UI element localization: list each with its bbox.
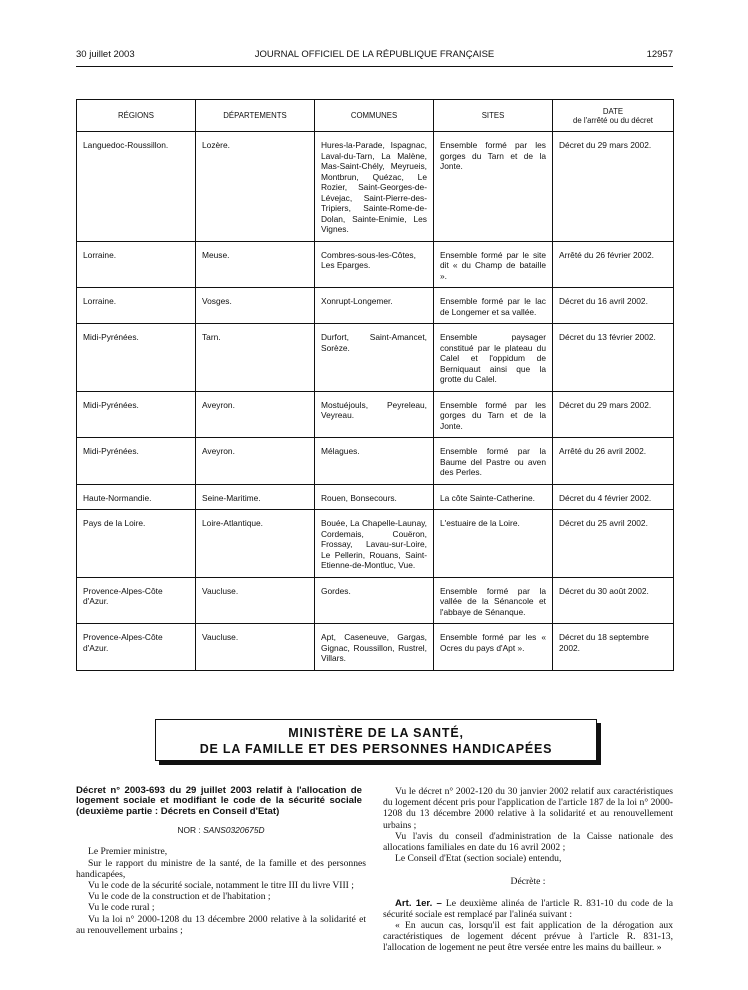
cell-site: Ensemble formé par la vallée de la Sénancole et l'abbaye de Sénanque.: [434, 577, 553, 624]
table-row: [77, 438, 674, 485]
article-1-label: Art. 1er. –: [395, 897, 442, 909]
paragraph: Vu la loi n° 2000-1208 du 13 décembre 2000 relative à la solidarité et au renouvellement urbains ;: [76, 913, 366, 936]
cell-region: Haute-Normandie.: [77, 484, 196, 510]
decree-title: Décret n° 2003-693 du 29 juillet 2003 relatif à l'allocation de logement sociale et modifiant le code de la sécurité sociale (deuxième partie : Décrets en Conseil d'Etat): [76, 785, 362, 817]
table-row: [77, 577, 674, 624]
cell-communes: Mélagues.: [315, 438, 434, 485]
cell-departement: Tarn.: [196, 324, 315, 392]
cell-site: La côte Sainte-Catherine.: [434, 484, 553, 510]
cell-departement: Vosges.: [196, 288, 315, 324]
cell-communes: Combres-sous-les-Côtes, Les Eparges.: [315, 241, 434, 288]
cell-site: Ensemble formé par les gorges du Tarn et de la Jonte.: [434, 132, 553, 242]
col-header-communes: COMMUNES: [315, 100, 434, 132]
article-1: [383, 898, 673, 920]
col-header-sites: SITES: [434, 100, 553, 132]
cell-date: Décret du 13 février 2002.: [553, 324, 674, 392]
cell-departement: Vaucluse.: [196, 624, 315, 671]
table-row: [77, 132, 674, 242]
nor-code: SANS0320675D: [203, 825, 265, 836]
decree-right-column: [383, 786, 673, 954]
header-journal-title: JOURNAL OFFICIEL DE LA RÉPUBLIQUE FRANÇAISE: [254, 49, 495, 60]
nor-label: NOR :: [177, 825, 201, 836]
cell-communes: Hures-la-Parade, Ispagnac, Laval-du-Tarn, La Malène, Mas-Saint-Chély, Meyrueis, Montbrun, Quézac, Le Rozier, Saint-Georges-de-Lévejac, Saint-Pierre-des-Tripiers, Sainte-Rome-de-Dolan, Sainte-Enimie, Les Vignes.: [315, 132, 434, 242]
table-header-row: [77, 100, 674, 132]
article-1-text: Le deuxième alinéa de l'article R. 831-10 du code de la sécurité sociale est remplacé par l'alinéa suivant :: [383, 897, 674, 920]
cell-region: Languedoc-Roussillon.: [77, 132, 196, 242]
paragraph: Vu le code de la construction et de l'habitation ;: [88, 891, 271, 903]
ministry-title-line2: DE LA FAMILLE ET DES PERSONNES HANDICAPÉES: [199, 742, 553, 756]
left-paragraphs: [76, 846, 366, 936]
cell-date: Décret du 16 avril 2002.: [553, 288, 674, 324]
cell-site: Ensemble formé par le lac de Longemer et sa vallée.: [434, 288, 553, 324]
ministry-banner: [155, 719, 597, 761]
col-header-departements: DÉPARTEMENTS: [196, 100, 315, 132]
cell-site: Ensemble formé par le site dit « du Champ de bataille ».: [434, 241, 553, 288]
right-paragraphs: [383, 786, 673, 864]
cell-site: Ensemble formé par les gorges du Tarn et de la Jonte.: [434, 391, 553, 438]
table-row: [77, 624, 674, 671]
article-1-quote: « En aucun cas, lorsqu'il est fait application de la dérogation aux caractéristiques de logement décent prévue à l'article R. 831-13, l'allocation de logement ne peut être versée entre les mains du bailleur. »: [383, 920, 673, 954]
cell-communes: Xonrupt-Longemer.: [315, 288, 434, 324]
cell-departement: Lozère.: [196, 132, 315, 242]
table-row: [77, 288, 674, 324]
cell-region: Midi-Pyrénées.: [77, 324, 196, 392]
cell-date: Décret du 29 mars 2002.: [553, 391, 674, 438]
header-rule: [76, 66, 673, 67]
cell-region: Lorraine.: [77, 288, 196, 324]
cell-site: Ensemble formé par les « Ocres du pays d'Apt ».: [434, 624, 553, 671]
col-header-date-line2: de l'arrêté ou du décret: [573, 115, 653, 125]
ministry-title-line1: MINISTÈRE DE LA SANTÉ,: [288, 726, 464, 740]
paragraph: Vu le code de la sécurité sociale, notamment le titre III du livre VIII ;: [88, 880, 354, 892]
cell-departement: Aveyron.: [196, 391, 315, 438]
cell-site: Ensemble paysager constitué par le plateau du Calel et l'oppidum de Berniquaut ainsi que la grotte du Calel.: [434, 324, 553, 392]
cell-region: Pays de la Loire.: [77, 510, 196, 578]
header-page-number: 12957: [646, 49, 673, 60]
cell-date: Arrêté du 26 avril 2002.: [553, 438, 674, 485]
table-row: [77, 510, 674, 578]
table-row: [77, 324, 674, 392]
cell-date: Décret du 30 août 2002.: [553, 577, 674, 624]
decree-left-column: [76, 786, 366, 936]
cell-communes: Durfort, Saint-Amancet, Sorèze.: [315, 324, 434, 392]
cell-communes: Gordes.: [315, 577, 434, 624]
cell-communes: Mostuéjouls, Peyreleau, Veyreau.: [315, 391, 434, 438]
cell-region: Provence-Alpes-Côte d'Azur.: [77, 577, 196, 624]
cell-communes: Rouen, Bonsecours.: [315, 484, 434, 510]
cell-departement: Aveyron.: [196, 438, 315, 485]
page-header: [76, 49, 673, 65]
cell-date: Décret du 29 mars 2002.: [553, 132, 674, 242]
table-row: [77, 484, 674, 510]
paragraph: Vu l'avis du conseil d'administration de la Caisse nationale des allocations familiales en date du 16 avril 2002 ;: [383, 830, 673, 854]
paragraph: Vu le décret n° 2002-120 du 30 janvier 2002 relatif aux caractéristiques du logement décent pris pour l'application de l'article 187 de la loi n° 2000-1208 du 13 décembre 2000 relative à la solidarité et au renouvellement urbains ;: [383, 786, 673, 831]
cell-communes: Apt, Caseneuve, Gargas, Gignac, Roussillon, Rustrel, Villars.: [315, 624, 434, 671]
cell-communes: Bouée, La Chapelle-Launay, Cordemais, Couëron, Frossay, Lavau-sur-Loire, Le Pellerin, Rouans, Saint-Etienne-de-Montluc, Vue.: [315, 510, 434, 578]
cell-departement: Loire-Atlantique.: [196, 510, 315, 578]
cell-region: Midi-Pyrénées.: [77, 438, 196, 485]
paragraph: Le Premier ministre,: [88, 846, 168, 858]
nor-reference: [76, 825, 366, 836]
col-header-date: [553, 100, 674, 132]
cell-site: Ensemble formé par la Baume del Pastre ou aven des Perles.: [434, 438, 553, 485]
header-date: 30 juillet 2003: [76, 49, 135, 60]
classified-sites-table: [76, 99, 674, 671]
cell-departement: Meuse.: [196, 241, 315, 288]
cell-date: Décret du 4 février 2002.: [553, 484, 674, 510]
cell-region: Lorraine.: [77, 241, 196, 288]
paragraph: Le Conseil d'Etat (section sociale) entendu,: [395, 853, 562, 865]
cell-departement: Vaucluse.: [196, 577, 315, 624]
cell-region: Midi-Pyrénées.: [77, 391, 196, 438]
table-row: [77, 241, 674, 288]
col-header-date-line1: DATE: [602, 106, 624, 116]
cell-departement: Seine-Maritime.: [196, 484, 315, 510]
cell-date: Décret du 18 septembre 2002.: [553, 624, 674, 671]
col-header-regions: RÉGIONS: [77, 100, 196, 132]
cell-region: Provence-Alpes-Côte d'Azur.: [77, 624, 196, 671]
cell-date: Décret du 25 avril 2002.: [553, 510, 674, 578]
cell-date: Arrêté du 26 février 2002.: [553, 241, 674, 288]
paragraph: Sur le rapport du ministre de la santé, de la famille et des personnes handicapées,: [76, 857, 366, 880]
cell-site: L'estuaire de la Loire.: [434, 510, 553, 578]
table-row: [77, 391, 674, 438]
paragraph: Vu le code rural ;: [88, 902, 155, 914]
decrete-heading: Décrète :: [510, 876, 546, 888]
